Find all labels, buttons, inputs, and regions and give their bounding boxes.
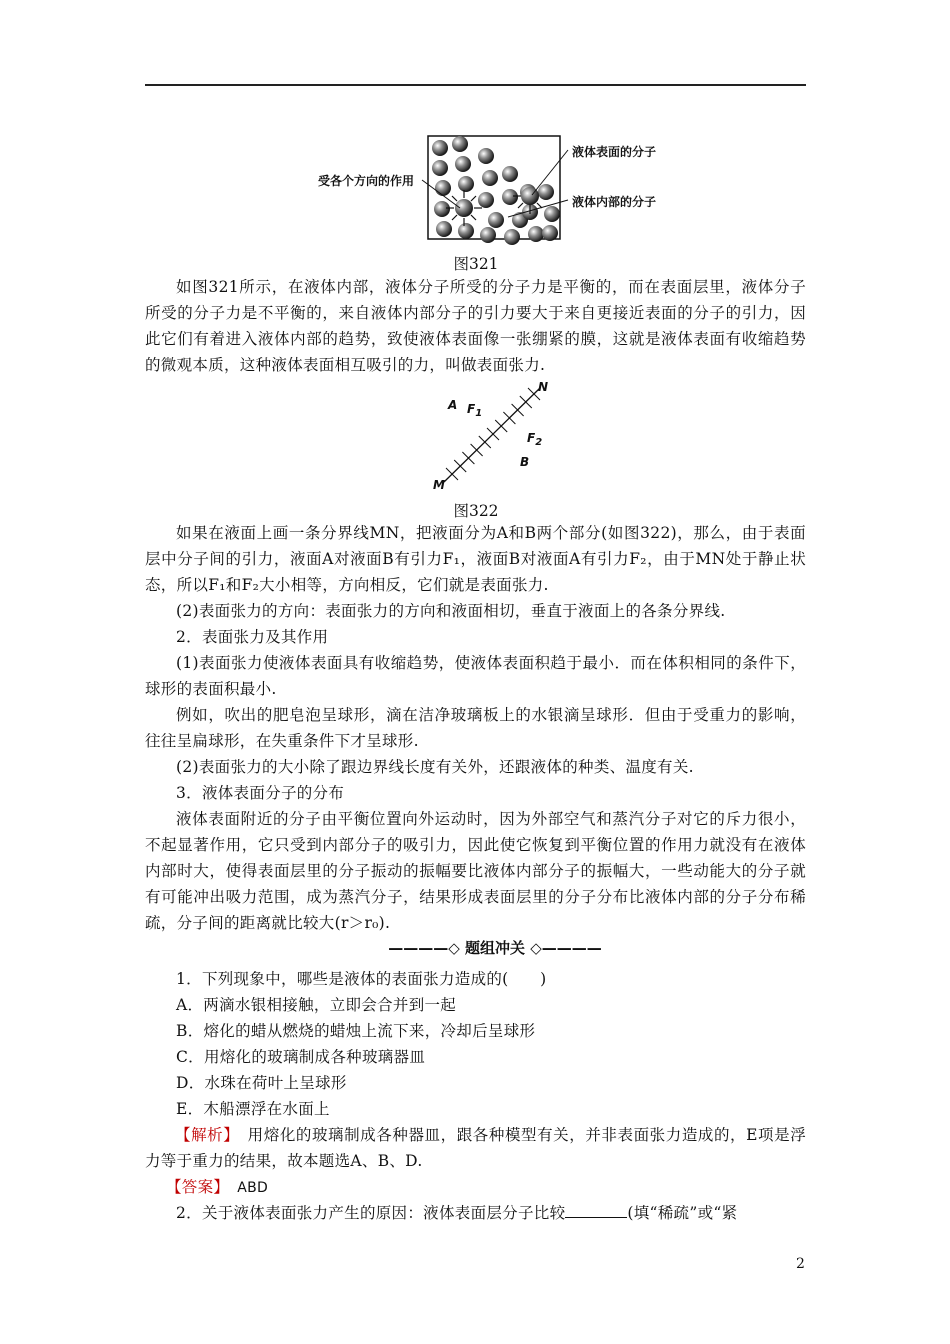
effect-2-line: (2)表面张力的大小除了跟边界线长度有关外，还跟液体的种类、温度有关. xyxy=(176,758,694,776)
q1-analysis xyxy=(145,1122,806,1174)
molecule xyxy=(478,148,494,164)
molecule xyxy=(482,170,498,186)
header-rule xyxy=(145,84,806,86)
label-surface-molecule: 液体表面的分子 xyxy=(572,145,657,159)
molecule xyxy=(432,140,448,156)
example-paragraph: 例如，吹出的肥皂泡呈球形，滴在洁净玻璃板上的水银滴呈球形．但由于受重力的影响，往往呈扁球形，在失重条件下才呈球形. xyxy=(145,706,806,750)
label-F1-text: F xyxy=(467,402,476,416)
label-A: A xyxy=(448,398,458,412)
heading-surface-tension-effect: 2．表面张力及其作用 xyxy=(176,628,329,646)
q1-stem: 1．下列现象中，哪些是液体的表面张力造成的( ) xyxy=(176,970,547,988)
label-N: N xyxy=(538,380,549,394)
q2-stem-after: (填“稀疏”或“紧 xyxy=(627,1204,738,1222)
label-F2 xyxy=(527,431,542,448)
molecule xyxy=(458,223,474,239)
molecule xyxy=(478,192,494,208)
molecule xyxy=(458,176,474,192)
q2-stem xyxy=(176,1200,737,1226)
q1-option-c: C．用熔化的玻璃制成各种玻璃器皿 xyxy=(176,1048,426,1066)
figure-321 xyxy=(300,130,680,245)
label-B: B xyxy=(520,455,530,469)
label-inner-molecule: 液体内部的分子 xyxy=(572,195,657,209)
q1-option-a: A．两滴水银相接触，立即会合并到一起 xyxy=(176,996,457,1014)
molecule xyxy=(436,221,452,237)
molecule xyxy=(502,189,518,205)
molecule xyxy=(502,166,518,182)
label-all-directions: 受各个方向的作用 xyxy=(318,174,415,188)
analysis-text: 用熔化的玻璃制成各种器皿，跟各种模型有关，并非表面张力造成的，E项是浮力等于重力的结果，故本题选A、B、D. xyxy=(145,1126,806,1170)
q1-option-e: E．木船漂浮在水面上 xyxy=(176,1100,330,1118)
molecule xyxy=(528,226,544,242)
figure-322 xyxy=(430,378,560,496)
mn-paragraph: 如果在液面上画一条分界线MN，把液面分为A和B两个部分(如图322)，那么，由于表面层中分子间的引力，液面A对液面B有引力F₁，液面B对液面A有引力F₂，由于MN处于静止状态，所以F₁和F₂大小相等，方向相反，它们就是表面张力. xyxy=(145,524,806,594)
label-F1 xyxy=(467,402,482,419)
molecule xyxy=(455,156,471,172)
q2-blank[interactable] xyxy=(565,1203,627,1218)
effect-1-paragraph: (1)表面张力使液体表面具有收缩趋势，使液体表面积趋于最小．而在体积相同的条件下，球形的表面积最小. xyxy=(145,654,806,698)
molecule xyxy=(435,180,451,196)
q1-option-b: B．熔化的蜡从燃烧的蜡烛上流下来，冷却后呈球形 xyxy=(176,1022,536,1040)
section-title: ————◇ 题组冲关 ◇———— xyxy=(388,939,602,957)
q1-answer xyxy=(166,1174,268,1201)
inner-molecule xyxy=(455,199,473,217)
answer-value: ABD xyxy=(237,1180,269,1196)
molecule xyxy=(538,184,554,200)
molecule xyxy=(542,225,558,241)
label-F2-sub: 2 xyxy=(535,437,543,448)
molecule xyxy=(488,212,504,228)
page-number: 2 xyxy=(796,1256,805,1272)
distribution-paragraph: 液体表面附近的分子由平衡位置向外运动时，因为外部空气和蒸汽分子对它的斥力很小，不起显著作用，它只受到内部分子的吸引力，因此使它恢复到平衡位置的作用力就没有在液体内部时大，使得表面层里的分子振动的振幅要比液体内部分子的振幅大，一些动能大的分子就有可能冲出吸力范围，成为蒸汽分子，结果形成表面层里的分子分布比液体内部的分子分布稀疏，分子间的距离就比较大(r＞r₀). xyxy=(145,810,806,932)
q2-stem-before: 2．关于液体表面张力产生的原因：液体表面层分子比较 xyxy=(176,1204,566,1222)
label-F2-text: F xyxy=(527,431,536,445)
analysis-tag: 【解析】 xyxy=(175,1126,232,1144)
figure-321-caption: 图321 xyxy=(453,255,499,273)
molecule xyxy=(432,160,448,176)
label-F1-sub: 1 xyxy=(475,408,483,419)
figure-322-caption: 图322 xyxy=(453,502,499,520)
molecule xyxy=(452,136,468,152)
molecule xyxy=(504,229,520,245)
answer-tag: 【答案】 xyxy=(166,1178,222,1196)
molecule xyxy=(434,201,450,217)
q1-option-d: D．水珠在荷叶上呈球形 xyxy=(176,1074,347,1092)
direction-line: (2)表面张力的方向：表面张力的方向和液面相切，垂直于液面上的各条分界线. xyxy=(176,602,726,620)
molecule xyxy=(480,227,496,243)
intro-paragraph: 如图321所示，在液体内部，液体分子所受的分子力是平衡的，而在表面层里，液体分子所受的分子力是不平衡的，来自液体内部分子的引力要大于来自更接近表面的分子的引力，因此它们有着进入液体内部的趋势，致使液体表面像一张绷紧的膜，这就是液体表面有收缩趋势的微观本质，这种液体表面相互吸引的力，叫做表面张力. xyxy=(145,278,806,374)
heading-molecule-distribution: 3．液体表面分子的分布 xyxy=(176,784,345,802)
molecule xyxy=(544,206,560,222)
label-M: M xyxy=(433,478,445,492)
